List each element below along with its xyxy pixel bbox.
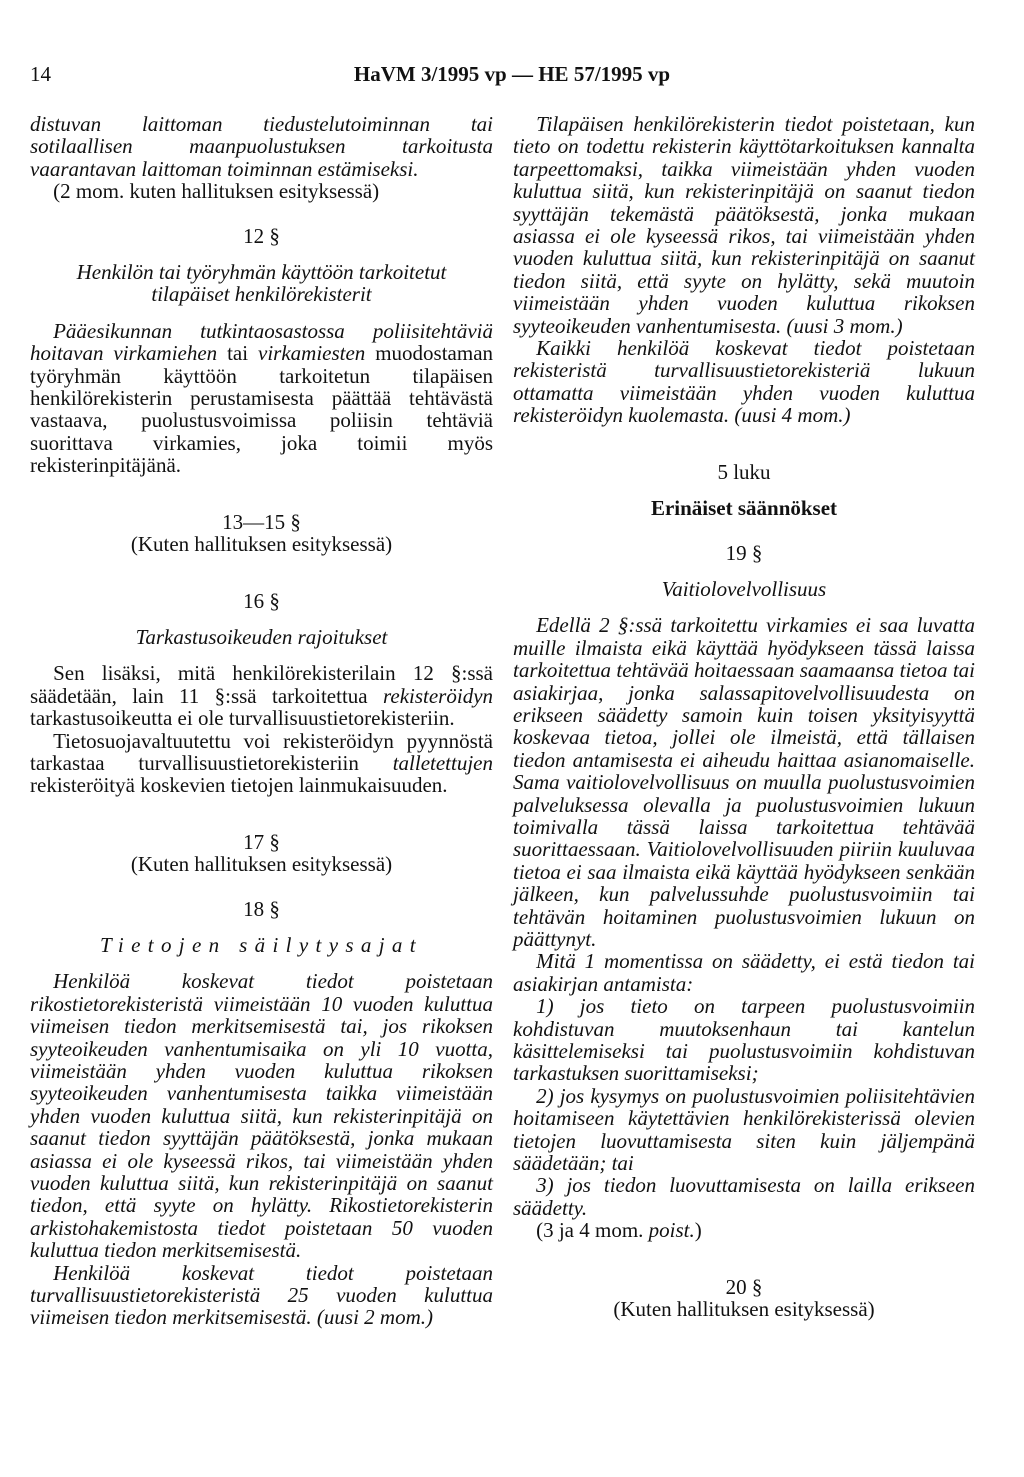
intro-paragraph: distuvan laittoman tiedustelutoiminnan tai sotilaallisen maanpuolustuksen tarkoitusta vaarantavan laittoman toiminnan estämiseksi. (30, 112, 493, 181)
section-12-title-line1: Henkilön tai työryhmän käyttöön tarkoitetut (76, 260, 447, 285)
left-column (30, 113, 493, 1329)
section-19-item-1: 1) jos tieto on tarpeen puolustusvoimiin kohdistuvan muutoksenhaun tai kantelun käsittelemiseksi tai puolustusvoimiin kohdistuvan tarkastuksen suorittamiseksi; (513, 994, 975, 1086)
intro-note: (2 mom. kuten hallituksen esityksessä) (53, 179, 380, 204)
right-column (513, 113, 975, 1321)
section-17-number: 17 § (243, 829, 280, 854)
section-13-15-text: (Kuten hallituksen esityksessä) (130, 532, 393, 557)
section-13-15-number: 13—15 § (222, 509, 301, 534)
s19-note-a: (3 ja 4 mom. (536, 1218, 644, 1243)
section-20-text: (Kuten hallituksen esityksessä) (613, 1297, 875, 1322)
section-18-paragraph-2: Henkilöä koskevat tiedot poistetaan turvallisuustietorekisteristä 25 vuoden kuluttua viimeisen tiedon merkitsemisestä. (uusi 2 mom.) (30, 1260, 493, 1330)
s12-italic-b: virkamiesten (258, 341, 366, 366)
section-20-number: 20 § (725, 1274, 763, 1299)
s12-mid: tai (227, 341, 249, 366)
section-19-title: Vaitiolovelvollisuus (661, 576, 827, 601)
section-16-title: Tarkastusoikeuden rajoitukset (135, 624, 388, 649)
right-paragraph-2: Kaikki henkilöä koskevat tiedot poistetaan rekisteristä turvallisuustietorekisteriä lukuun ottamatta viimeistään yhden vuoden kuluttua rekisteröidyn kuolemasta. (uusi 4 mom.) (513, 336, 975, 428)
section-16-paragraph-2 (30, 730, 493, 797)
section-19-item-2: 2) jos kysymys on puolustusvoimien poliisitehtävien hoitamiseen käytettävien henkilörekisterissä olevien tietojen luovuttamisesta siten kuin jäljempänä säädetään; tai (513, 1083, 975, 1176)
s19-note-italic: poist. (648, 1218, 695, 1243)
s16-p2-a: Tietosuojavaltuutettu voi rekisteröidyn pyynnöstä tarkastaa turvallisuustietorekisteriin (30, 728, 493, 775)
s16-p2-italic: talletettujen (392, 750, 494, 775)
section-16-number: 16 § (243, 588, 280, 613)
right-paragraph-1: Tilapäisen henkilörekisterin tiedot poistetaan, kun tieto on todettu rekisterin käyttötarkoituksen kannalta tarpeettomaksi, taikka viimeistään yhden vuoden kuluttua siitä, kun rekisterinpitäjä on saanut tiedon syyttäjän tekemästä päätöksestä, jonka mukaan asiassa ei ole kyseessä rikos, tai viimeistään yhden vuoden kuluttua siitä, kun rekisterinpitäjä on saanut tiedon siitä, että syyte on hylätty, sekä muutoin viimeistään yhden vuoden kuluttua rikoksen syyteoikeuden vanhentumisesta. (uusi 3 mom.) (513, 112, 975, 338)
chapter-number: 5 luku (717, 459, 771, 484)
s12-rest: muodostaman työryhmän käyttöön tarkoitetun tilapäisen henkilörekisterin perustamisesta päättää tehtävästä vastaava, puolustusvoimissa poliisin tehtäviä suorittava virkamies, joka toimii myös rekisterinpitäjänä. (30, 341, 494, 478)
section-19-item-3: 3) jos tiedon luovuttamisesta on lailla erikseen säädetty. (513, 1173, 975, 1220)
section-19-paragraph-2: Mitä 1 momentissa on säädetty, ei estä tiedon tai asiakirjan antamista: (513, 949, 975, 996)
section-12-number: 12 § (243, 223, 280, 248)
section-18-number: 18 § (243, 896, 280, 921)
section-17-text: (Kuten hallituksen esityksessä) (130, 852, 393, 877)
s16-p1-b: tarkastusoikeutta ei ole turvallisuustietorekisteriin. (30, 706, 455, 731)
page-number: 14 (30, 62, 51, 86)
running-header: HaVM 3/1995 vp — HE 57/1995 vp (353, 62, 671, 86)
section-18-title: Tietojen säilytysajat (100, 932, 423, 957)
section-19-paragraph-1: Edellä 2 §:ssä tarkoitettu virkamies ei saa luvatta muille ilmaista eikä käyttää hyödykseen tässä laissa tarkoitettua tehtävää hoitaessaan saamaansa tietoa tai asiakirjaa, jonka salassapitovelvollisuudesta on erikseen säädetty samoin kuin toisen yksityisyyttä koskevaa tietoa, jollei ole ilmeistä, että tällaisen tiedon antamisesta ei aiheudu haittaa asianomaiselle. Sama vaitiolovelvollisuus on muulla puolustusvoimien palveluksessa olevalla ja puolustusvoimien lukuun toimivalla tässä laissa tarkoitettua tehtävää suorittaessaan. Vaitiolovelvollisuuden piiriin kuuluvaa tietoa ei saa ilmaista eikä käyttää hyödykseen senkään jälkeen, kun palvelussuhde puolustusvoimiin tai tehtävän hoitaminen puolustusvoimien lukuun on päättynyt. (513, 613, 975, 951)
section-19-number: 19 § (725, 540, 763, 565)
section-16-paragraph-1 (30, 662, 493, 729)
s12-italic-a: Pääesikunnan tutkintaosastossa poliisitehtäviä hoitavan virkamiehen (30, 318, 493, 366)
s16-p2-b: rekisteröityä koskevien tietojen lainmukaisuuden. (30, 773, 448, 798)
section-12-paragraph (30, 320, 493, 477)
s16-p1-a: Sen lisäksi, mitä henkilörekisterilain 12 §:ssä säädetään, lain 11 §:ssä tarkoitettua (30, 661, 493, 708)
section-12-title-line2: tilapäiset henkilörekisterit (151, 282, 372, 307)
section-19-note (513, 1219, 975, 1241)
chapter-title: Erinäiset säännökset (650, 496, 838, 521)
s19-note-b: ) (694, 1218, 702, 1243)
section-18-paragraph-1: Henkilöä koskevat tiedot poistetaan rikostietorekisteristä viimeistään 10 vuoden kuluttua viimeisen tiedon merkitsemisestä tai, jos rikoksen syyteoikeuden vanhentumisaika on yli 10 vuotta, viimeistään yhden vuoden kuluttua rikoksen syyteoikeuden vanhentumisesta taikka viimeistään yhden vuoden kuluttua siitä, kun rekisterinpitäjä on saanut tiedon syyttäjän päätöksestä, jonka mukaan asiassa ei ole kyseessä rikos, tai viimeistään yhden vuoden kuluttua siitä, kun rekisterinpitäjä on saanut tiedon, että syyte on hylätty. Rikostietorekisterin arkistohakemistosta tiedot poistetaan 50 vuoden kuluttua tiedon merkitsemisestä. (30, 969, 493, 1263)
s16-p1-italic: rekisteröidyn (382, 683, 494, 708)
